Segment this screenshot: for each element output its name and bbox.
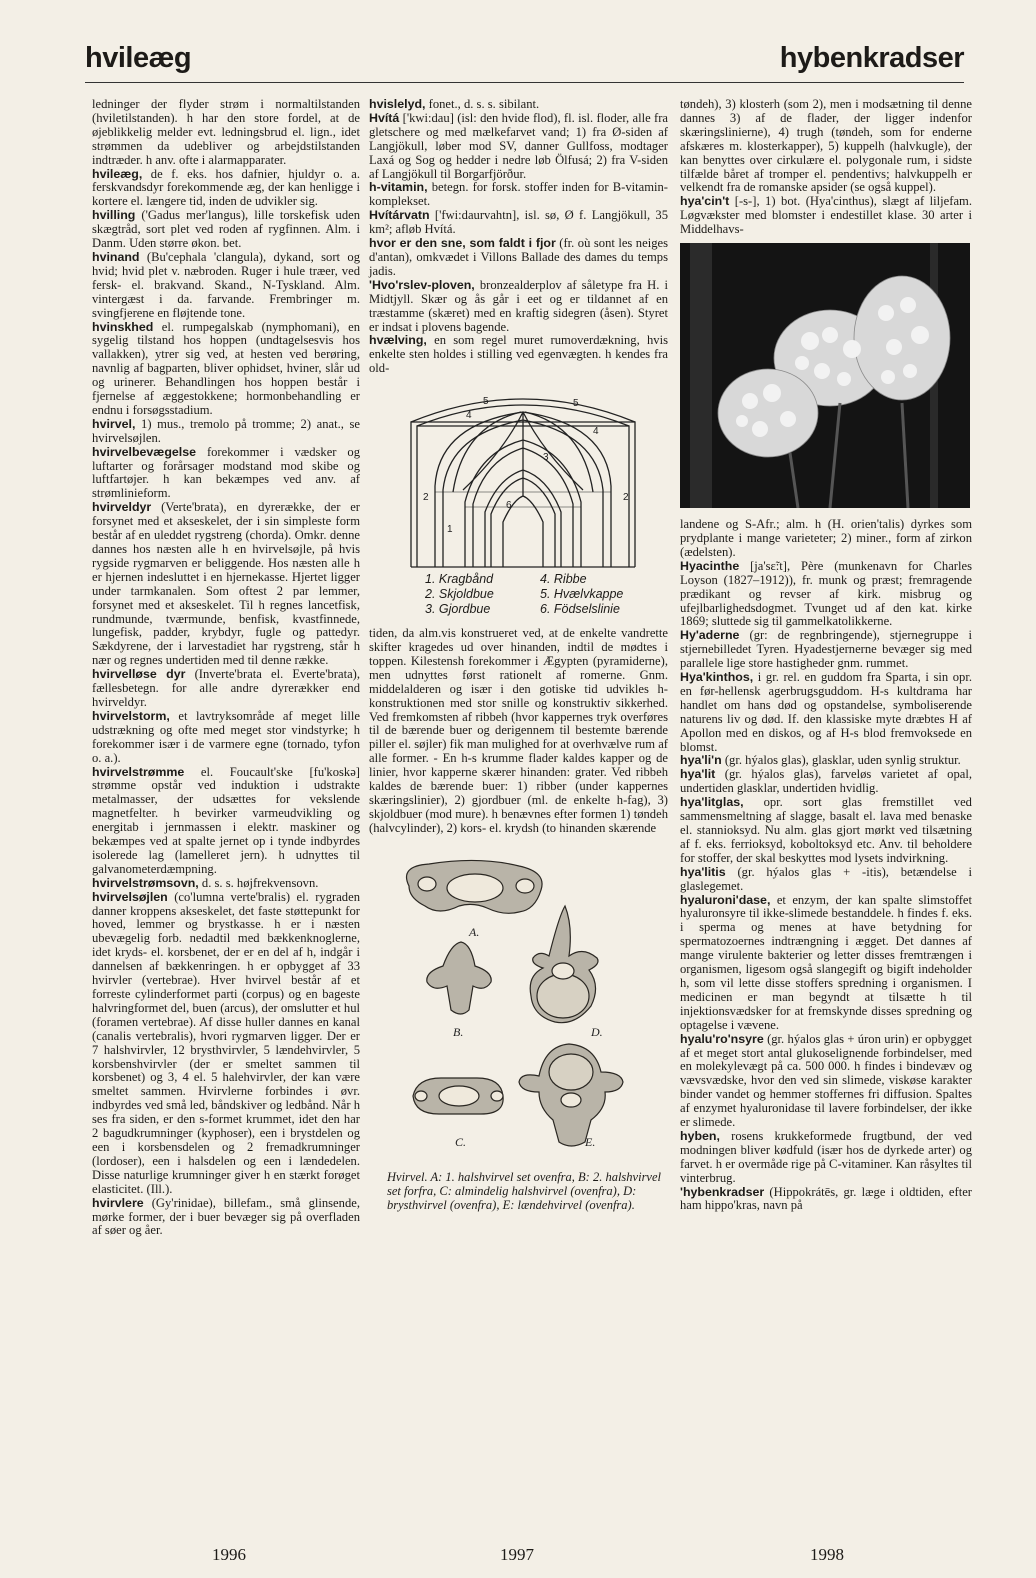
vertebrae-illustration <box>369 846 659 1166</box>
entry <box>680 629 972 671</box>
definition: (gr: de regnbringende), stjernegruppe i stjernebilledet Tyren. Hyadestjernerne bevæger sig med parallele lige store hastigheder gnm. rummet. <box>680 628 972 671</box>
headword: hvirvel, <box>92 416 136 431</box>
definition: (Bu'cephala 'clangula), dykand, sort og hvid; hvid plet v. næbroden. Ruger i hule træer, ved fersk- el. brakvand. Skand., N-Tyskland. Alm. vintergæst i da. farvande. Frembringer m. svingfjerene en fløjtende tone. <box>92 249 360 320</box>
definition: forekommer i vædsker og luftarter og forårsager modstand mod skibe og luftfartøjer. h kan bekæmpes ved anv. af strømlinieform. <box>92 444 360 501</box>
entry <box>680 195 972 237</box>
entry <box>369 237 668 279</box>
definition: [ja'sɛ̃:t], Père (munkenavn for Charles Loyson (1827–1912)), fr. munk og præst; fremragende prædikant og revser af kirk. misbrug og ufejlbarlighedsdogmet. Tvunget ud af den kat. kirke 1869; sluttede sig til gammelkatolikkerne. <box>680 558 972 629</box>
headword: hvinskhed <box>92 319 154 334</box>
headword: hvilling <box>92 208 136 223</box>
entry-continuation: tiden, da alm.vis konstrueret ved, at de enkelte vandrette skifter kragedes ud over hinanden, indtil de mødtes i toppen. Kilestensh forekommer i Ægypten (pyramiderne), men udnyttes først rationelt af romerne. Gnm. middelalderen og især i den gotiske tid udvikles h-konstruktionen med stor snille og konstruktiv sikkerhed. Ved fremkomsten af ribbeh (hvor kappernes tryk overføres til de bærende buer og derigennem til bestemte bærende piller el. søjler) fik man mulighed for at overhvælve rum af alle former. - En h-s krumme flader kaldes kapper og de linier, hvor kapperne skærer hinanden: grater. Ved ribbeh kaldes de bærende buer: 1) ribber (under kappernes skæringslinier), 2) gjordbuer (ml. de enkelte h-fag), 3) skjoldbuer (mod mure). h benævnes efter formen 1) tøndeh (halvcylinder), 2) kors- el. krydsh (to hinanden skærende <box>369 626 668 835</box>
headword: hvirvelstorm, <box>92 708 170 723</box>
definition: (gr. hýalos glas + úron urin) er opbygget af et meget stort antal glukoselignende forbindelser, med en molekylevægt på ca. 500 000. h findes i bindevæv og vævsvædske, hvor den ved sin slimede, viskøse karakter binder vandet og hemmer stoffernes fri diffusion. Spaltes af enzymet hyaluronidase til lavere forbindelser, der ikke er slimede. <box>680 1031 972 1130</box>
column-2 <box>369 98 668 1212</box>
vault-legend <box>425 572 655 617</box>
entry <box>680 768 972 796</box>
definition: (Verte'brata), en dyrerække, der er forsynet med et akseskelet, der i sin simpleste form består af en uleddet rygstreng (chorda). Omkr. denne dannes hos næsten alle h en hvirvelsøjle, på hvis rygside rygmarven er beliggende. Hos næsten alle h er hjernen indesluttet i en hjernekasse. Hjertet ligger under tarmkanalen. Som oftest 2 par lemmer, forsynet med et akseskelet. Til h regnes lancetfisk, rundmunde, tværmunde, benfisk, kvastfinnede, lungefisk, padder, krybdyr, fugle og pattedyr. Sækdyrene, der i larvestadiet har rygstreng, står h nær og regnes undertiden med til denne række. <box>92 500 360 668</box>
headword: hvislelyd, <box>369 97 426 111</box>
entry <box>680 796 972 866</box>
definition: et lavtryksområde af meget lille udstrækning og ofte med meget stor vindstyrke; h forekommer især i de varmere egne (tornado, tyfon o. a.). <box>92 708 360 765</box>
definition: et enzym, der kan spalte slimstoffet hyaluronsyre til ikke-slimede bestanddele. h findes f. eks. i sperma og menes at have betydning for spermatozoernes indtrængning i ægget. Det dannes af mange virulente bakterier og letter disses fremtrængen i organismen, ligesom også slangegift og bigift indeholder h, som vil lette disse stoffers spredning i organismen. I medicinen er man begyndt at tilsætte h til injektionsvædsker for at fremskynde disses spredning og optagelse i vævene. <box>680 892 972 1032</box>
entry <box>92 446 360 502</box>
headword: hvirvelstrømsovn, <box>92 875 199 890</box>
headword: hya'litis <box>680 864 726 879</box>
legend-item: 2. Skjoldbue <box>425 587 494 602</box>
page-number: 1998 <box>810 1545 844 1564</box>
entry <box>680 560 972 630</box>
headword: h-vitamin, <box>369 180 428 195</box>
figure-label-c: C. <box>455 1134 467 1149</box>
definition: (fr. où sont les neiges d'antan), omkvædet i Villons Ballade des dames du temps jadis. <box>369 236 668 278</box>
headword: hya'lit <box>680 767 716 782</box>
svg-text:5: 5 <box>483 396 489 408</box>
headword: hvirvelløse dyr <box>92 667 186 682</box>
entry <box>92 1197 360 1239</box>
entry <box>92 877 360 891</box>
svg-text:1: 1 <box>447 524 453 536</box>
entry <box>369 98 668 112</box>
headword: hyalu'ro'nsyre <box>680 1031 764 1046</box>
header-rule <box>85 82 964 83</box>
entry <box>92 766 360 877</box>
entry <box>92 501 360 668</box>
headword: Hy'aderne <box>680 628 740 643</box>
entry <box>92 209 360 251</box>
definition: opr. sort glas fremstillet ved sammensmeltning af slagge, basalt el. lava med benaske el. stannioksyd. Nu alm. glas gjort mørkt ved tilsætning af f. eks. ferrioksyd, koboltoksyd etc. Anv. til beholdere for stoffer, der skal beskyttes mod lysets indvirkning. <box>680 795 972 865</box>
definition: landene og S-Afr.; alm. h (H. orien'talis) dyrkes som prydplante i mange varieteter; 2) miner., form af zirkon (ædelsten). <box>680 517 972 559</box>
definition: (co'lumna verte'bralis) el. rygraden danner kroppens akseskelet, det faste støttepunkt for hoved, lemmer og brystkasse. h er i næsten ubevægelig forb. nedadtil med bækkenknoglerne, idet kryds- el. korsbenet, der er en del af h, indgår i dannelsen af bækkenringen. h er opbygget af 33 hvirvler (vertebrae). Hver hvirvel består af et forreste cylinderformet parti (corpus) og en bageste halvringformet del, buen (arcus), der omslutter et hul (foramen vertebrae). Af disse huller dannes en kanal (canalis vertebralis), hvori rygmarven ligger. Der er 7 halshvirvler, 12 brysthvirvler, 5 lændehvirvler, 5 korsbenshvirvler (der er smeltet sammen til korsbenet) og 3, 4 el. 5 halehvirvler, der kan være smeltet sammen. Hvirvlerne forbindes i øvr. indbyrdes ved små led, båndskiver og ledbånd. Når h ses fra siden, er den s-formet krummet, idet den har 2 bagudkrumninger (kyphoser), een i brystdelen og een i korsbensdelen og 2 fremadkrumninger (lordoser), een i halsdelen og een i lændedelen. Disse naturlige krumninger giver h en stærkt forøget elasticitet. (Ill.). <box>92 889 360 1196</box>
headword: hya'cin't <box>680 194 730 209</box>
figure-caption: Hvirvel. A: 1. halshvirvel set ovenfra, B: 2. halshvirvel set forfra, C: almindelig halshvirvel (ovenfra), D: brysthvirvel (ovenfra), E: lændehvirvel (ovenfra). <box>387 1169 662 1212</box>
entry <box>92 668 360 710</box>
entry <box>92 321 360 418</box>
entry <box>680 1186 972 1214</box>
definition: el. Foucault'ske [fu'koskə] strømme opstår ved induktion i udstrakte metalmasser, der udsættes for vekslende magnetfelter. h bevirker varmeudvikling og energitab i jernmassen i elektr. maskiner og bekæmpes ved at spalte jernet op i tynde indbyrdes isolerede lag (lamelleret jern). h udnyttes til galvanometerdæmpning. <box>92 764 360 876</box>
headword: hvinand <box>92 249 140 264</box>
svg-text:5: 5 <box>573 398 579 410</box>
entry <box>92 710 360 766</box>
definition: (Inverte'brata el. Everte'brata), fællesbetegn. for alle andre dyrerækker end hvirveldyr. <box>92 667 360 709</box>
figure-label-a: A. <box>469 924 480 939</box>
entry <box>680 1033 972 1130</box>
hyacinth-photo <box>680 243 970 508</box>
headword: hya'li'n <box>680 753 722 768</box>
legend-item: 1. Kragbånd <box>425 572 494 587</box>
figure-label-d: D. <box>591 1024 603 1039</box>
legend-item: 5. Hvælvkappe <box>540 587 624 602</box>
headword: hvirvelbevægelse <box>92 444 197 459</box>
entry <box>680 894 972 1033</box>
headword: Hvítárvatn <box>369 208 430 223</box>
definition: rosens krukkeformede frugtbund, der ved modningen bliver kødfuld (især hos de dyrkede arter) og farvet. h er overmåde rige på C-vitaminer. Kan råsyltes til vinterbrug. <box>680 1128 973 1185</box>
vault-diagram <box>403 382 643 568</box>
figure-label-b: B. <box>453 1024 464 1039</box>
entry <box>680 866 972 894</box>
definition: (gr. hýalos glas), farveløs varietet af opal, undertiden glasklar, undertiden hvidlig. <box>680 767 972 796</box>
running-head-right: hybenkradser <box>779 42 964 74</box>
legend-item: 6. Födselslinie <box>540 602 620 617</box>
svg-text:4: 4 <box>593 426 599 438</box>
headword: hya'litglas, <box>680 795 744 810</box>
headword: hvirvelstrømme <box>92 764 185 779</box>
definition: (gr. hýalos glas), glasklar, uden synlig struktur. <box>724 753 961 768</box>
svg-text:4: 4 <box>466 410 472 422</box>
entry <box>680 754 972 768</box>
headword: hvirvelsøjlen <box>92 889 168 904</box>
legend-item: 3. Gjordbue <box>425 602 491 617</box>
entry <box>92 418 360 446</box>
headword: hyaluroni'dase, <box>680 892 771 907</box>
definition: ledninger der flyder strøm i normaltilstanden (hviletilstanden). h har den store fordel, at de øjeblikkelig melder evt. ledningsbrud el. lign., idet strømmen da udebliver og arbejdstilstanden indtræder. h anv. ofte i alarmapparater. <box>92 97 360 167</box>
entry <box>92 891 360 1197</box>
definition: d. s. s. højfrekvensovn. <box>201 875 319 890</box>
definition: ('Gadus mer'langus), lille torskefisk uden skægtråd, sort plet ved roden af rygfinnen. Alm. i Danm. Uden større økon. bet. <box>92 208 360 251</box>
entry <box>369 112 668 182</box>
legend-item: 4. Ribbe <box>540 572 587 587</box>
definition: (Gy'rinidae), billefam., små glinsende, mørke former, der i buer bevæger sig på overfladen af søer og åer. <box>92 1195 360 1238</box>
figure-label-e: E. <box>585 1134 596 1149</box>
headword: Hvítá <box>369 110 400 125</box>
svg-text:6: 6 <box>506 500 512 512</box>
svg-text:2: 2 <box>623 492 629 504</box>
entry <box>369 279 668 335</box>
headword: 'hybenkradser <box>680 1184 765 1199</box>
definition: (Hippokrátēs, gr. læge i oldtiden, efter ham hippo'kras, navn på <box>680 1184 972 1213</box>
headword: hvor er den sne, som faldt i fjor <box>369 236 556 251</box>
headword: hvirvlere <box>92 1195 144 1210</box>
headword: 'Hvo'rslev-ploven, <box>369 277 475 292</box>
definition: betegn. for forsk. stoffer inden for B-vitamin-komplekset. <box>369 180 668 209</box>
column-3 <box>680 98 972 1213</box>
definition: i gr. rel. en guddom fra Sparta, i sin opr. en før-hellensk agerbrugsguddom. H-s kultdrama har handlet om hans død og opstandelse, symboliserende naturens liv og død. If. den klassiske myte dræbtes H af Apollon med en diskos, og af H-s blod fremvoksede en blomst. <box>680 670 972 754</box>
definition: en som regel muret rumoverdækning, hvis enkelte sten holdes i stilling ved egenvægten. h kendes fra old- <box>369 333 668 376</box>
headword: Hyacinthe <box>680 558 740 573</box>
page-number: 1996 <box>212 1545 246 1564</box>
entry-continuation: tøndeh), 3) klosterh (som 2), men i modsætning til denne dannes 3) af de flader, der ligger indenfor skæringslinierne), 4) trugh (tøndeh, som for enderne afskæres m. klosterkapper), 5) kuppelh (halvkugle), der kan benyttes over cirkulære el. polygonale rum, i sidste tilfælde båret af tromper el. pendentivs; halvkuppelh er velkendt fra de romanske apsider (se også kuppel). <box>680 97 972 195</box>
entry <box>92 251 360 321</box>
page-number: 1997 <box>500 1545 534 1564</box>
entry <box>92 168 360 210</box>
entry <box>92 98 360 168</box>
entry <box>369 181 668 209</box>
headword: hvirveldyr <box>92 500 152 515</box>
definition: ['kwi:dau] (isl: den hvide flod), fl. isl. floder, alle fra gletschere og med mælkefarvet vand; 1) fra Ø-siden af Langjökull, løber mod SV, danner Gullfoss, modtager Laxá og Sog og hedder i nedre løb Ölfusá; 2) fra V-siden af Langjökull til Borgarfjörður. <box>369 110 668 181</box>
svg-text:2: 2 <box>423 492 429 504</box>
running-head-left: hvileæg <box>85 42 192 74</box>
definition: [-s-], 1) bot. (Hya'cinthus), slægt af liljefam. Løgvækster med blomster i endestillet klase. 30 arter i Middelhavs- <box>680 194 972 237</box>
entry <box>369 334 668 376</box>
definition: ['fwi:daurvahtn], isl. sø, Ø f. Langjökull, 35 km²; afløb Hvítá. <box>369 208 668 237</box>
headword: Hya'kinthos, <box>680 670 754 685</box>
definition: fonet., d. s. s. sibilant. <box>428 97 540 111</box>
svg-text:3: 3 <box>543 452 549 464</box>
definition: bronzealderplov af såletype fra H. i Midtjyll. Skær og ås går i eet og er tildannet af en træstamme (skæret) med en kraftig sidegren (åsen). Styret er indsat i plovens bagende. <box>369 277 668 334</box>
definition: de f. eks. hos dafnier, hjuldyr o. a. ferskvandsdyr forekommende æg, der kan henligge i kortere el. længere tid, inden de udvikler sig. <box>92 166 360 209</box>
definition: 1) mus., tremolo på tromme; 2) anat., se hvirvelsøjlen. <box>92 416 360 445</box>
entry <box>680 518 972 560</box>
entry <box>369 209 668 237</box>
definition: el. rumpegalskab (nymphomani), en sygelig tilstand hos hoppen (undtagelsesvis hos vallakken), ytrer sig ved, at hesten ved berøring, navnlig af bagparten, bliver ophidset, hviner, slår ud og urinerer. Behandlingen hos hoppen består i fjernelse af æggestokkene; hormonbehandling er endnu i forsøgsstadium. <box>92 319 360 417</box>
headword: hvileæg, <box>92 166 143 181</box>
column-1 <box>92 98 360 1238</box>
headword: hvælving, <box>369 333 427 348</box>
entry <box>680 671 972 754</box>
headword: hyben, <box>680 1128 720 1143</box>
entry <box>680 1130 972 1186</box>
definition: (gr. hýalos glas + -itis), betændelse i glaslegemet. <box>680 864 972 893</box>
